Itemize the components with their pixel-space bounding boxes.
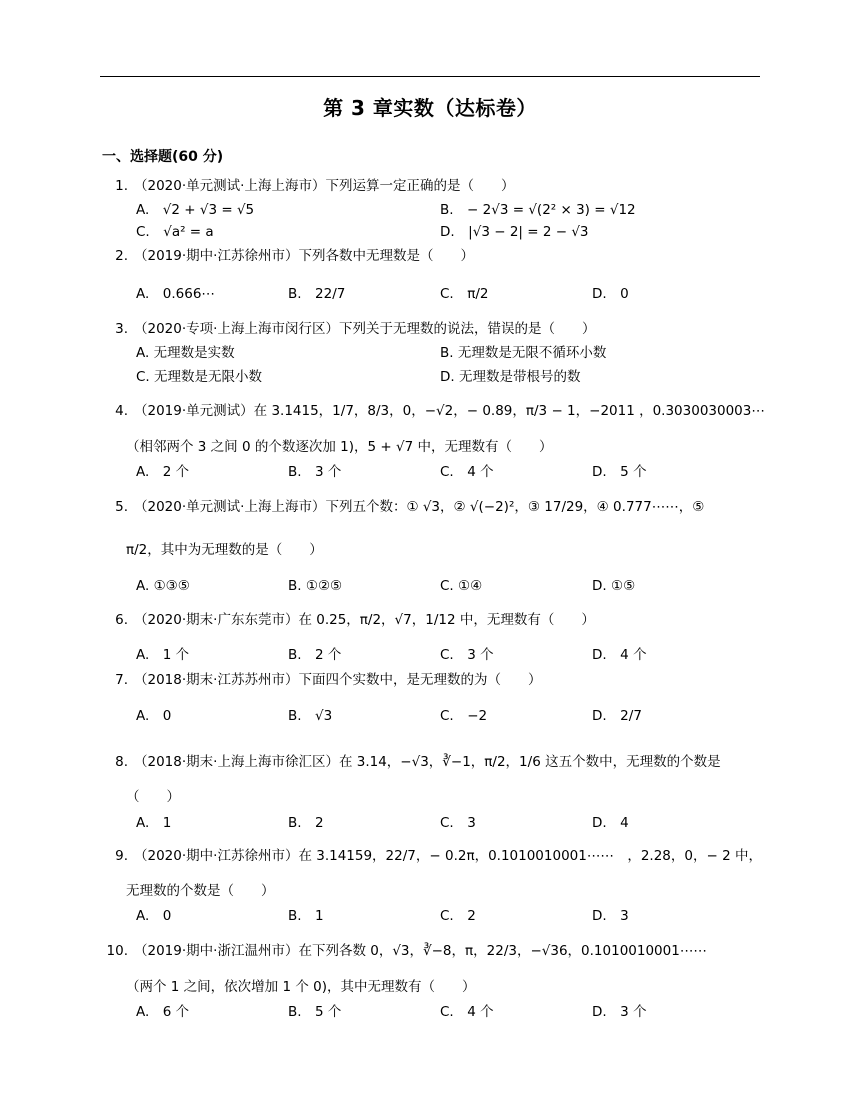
option-b[interactable]: B. 22/7 — [288, 286, 346, 302]
question-stem: （2020·专项·上海上海市闵行区）下列关于无理数的说法，错误的是（ ） — [134, 321, 596, 337]
option-a[interactable]: A. 6 个 — [136, 1004, 190, 1020]
option-d[interactable]: D. 无理数是带根号的数 — [440, 369, 581, 385]
option-b[interactable]: B. 2 — [288, 815, 324, 831]
option-d[interactable]: D. ①⑤ — [592, 578, 636, 594]
question-stem-continued: π/2，其中为无理数的是（ ） — [126, 542, 323, 558]
option-c[interactable]: C. 3 个 — [440, 647, 494, 663]
question-number: 4. — [115, 403, 128, 419]
question-stem-continued: （相邻两个 3 之间 0 的个数逐次加 1)，5 + √7 中，无理数有（ ） — [126, 439, 553, 455]
option-c[interactable]: C. 4 个 — [440, 464, 494, 480]
option-a[interactable]: A. 0.666⋯ — [136, 286, 215, 302]
question-stem: （2020·单元测试·上海上海市）下列运算一定正确的是（ ） — [134, 178, 515, 194]
option-c[interactable]: C. −2 — [440, 708, 488, 724]
option-a[interactable]: A. 无理数是实数 — [136, 345, 235, 361]
option-a[interactable]: A. ①③⑤ — [136, 578, 190, 594]
option-a[interactable]: A. 1 — [136, 815, 172, 831]
option-a[interactable]: A. 1 个 — [136, 647, 190, 663]
option-d[interactable]: D. 5 个 — [592, 464, 647, 480]
option-b[interactable]: B. √3 — [288, 708, 333, 724]
question-stem: （2018·期末·上海上海市徐汇区）在 3.14，−√3，∛−1，π/2，1/6 这五个数中，无理数的个数是 — [134, 754, 721, 770]
option-d[interactable]: D. 3 — [592, 908, 629, 924]
option-c[interactable]: C. √a² = a — [136, 224, 214, 240]
question-stem: （2019·期中·江苏徐州市）下列各数中无理数是（ ） — [134, 248, 474, 264]
question-stem: （2020·单元测试·上海上海市）下列五个数：① √3，② √(−2)²，③ 17/29，④ 0.777⋯⋯，⑤ — [134, 499, 705, 515]
option-b[interactable]: B. 5 个 — [288, 1004, 342, 1020]
option-c[interactable]: C. 3 — [440, 815, 476, 831]
option-b[interactable]: B. 无理数是无限不循环小数 — [440, 345, 607, 361]
question-number: 9. — [115, 848, 128, 864]
question-number: 8. — [115, 754, 128, 770]
option-c[interactable]: C. ①④ — [440, 578, 483, 594]
question-number: 6. — [115, 612, 128, 628]
option-c[interactable]: C. π/2 — [440, 286, 489, 302]
question-number: 2. — [115, 248, 128, 264]
question-number: 1. — [115, 178, 128, 194]
question-number: 3. — [115, 321, 128, 337]
option-d[interactable]: D. 2/7 — [592, 708, 642, 724]
question-stem-continued: （两个 1 之间，依次增加 1 个 0)，其中无理数有（ ） — [126, 979, 476, 995]
question-stem-continued: （ ） — [126, 789, 180, 805]
option-a[interactable]: A. 2 个 — [136, 464, 190, 480]
question-number: 7. — [115, 672, 128, 688]
question-stem: （2020·期末·广东东莞市）在 0.25，π/2，√7，1/12 中，无理数有（ ） — [134, 612, 595, 628]
option-d[interactable]: D. 4 — [592, 815, 629, 831]
section-heading: 一、选择题(60 分) — [102, 149, 224, 165]
option-b[interactable]: B. 1 — [288, 908, 324, 924]
option-b[interactable]: B. 3 个 — [288, 464, 342, 480]
option-d[interactable]: D. 3 个 — [592, 1004, 647, 1020]
option-b[interactable]: B. ①②⑤ — [288, 578, 343, 594]
question-stem: （2018·期末·江苏苏州市）下面四个实数中，是无理数的为（ ） — [134, 672, 542, 688]
question-number: 5. — [115, 499, 128, 515]
option-d[interactable]: D. |√3 − 2| = 2 − √3 — [440, 224, 589, 240]
option-c[interactable]: C. 2 — [440, 908, 476, 924]
option-b[interactable]: B. 2 个 — [288, 647, 342, 663]
question-stem-continued: 无理数的个数是（ ） — [126, 883, 275, 899]
option-d[interactable]: D. 4 个 — [592, 647, 647, 663]
option-c[interactable]: C. 4 个 — [440, 1004, 494, 1020]
option-a[interactable]: A. 0 — [136, 908, 172, 924]
option-a[interactable]: A. √2 + √3 = √5 — [136, 202, 255, 218]
header-rule — [100, 76, 760, 77]
option-a[interactable]: A. 0 — [136, 708, 172, 724]
question-number: 10. — [106, 943, 128, 959]
question-stem: （2019·单元测试）在 3.1415，1/7，8/3，0，−√2，− 0.89，π/3 − 1，−2011 ，0.3030030003⋯ — [134, 403, 765, 419]
option-d[interactable]: D. 0 — [592, 286, 629, 302]
option-c[interactable]: C. 无理数是无限小数 — [136, 369, 263, 385]
question-stem: （2019·期中·浙江温州市）在下列各数 0，√3，∛−8，π，22/3，−√36，0.1010010001⋯⋯ — [134, 943, 707, 959]
page-title: 第 3 章实数（达标卷） — [323, 96, 537, 120]
option-b[interactable]: B. − 2√3 = √(2² × 3) = √12 — [440, 202, 636, 218]
question-stem: （2020·期中·江苏徐州市）在 3.14159，22/7，− 0.2π，0.1010010001⋯⋯ ，2.28，0，− 2 中， — [134, 848, 762, 864]
